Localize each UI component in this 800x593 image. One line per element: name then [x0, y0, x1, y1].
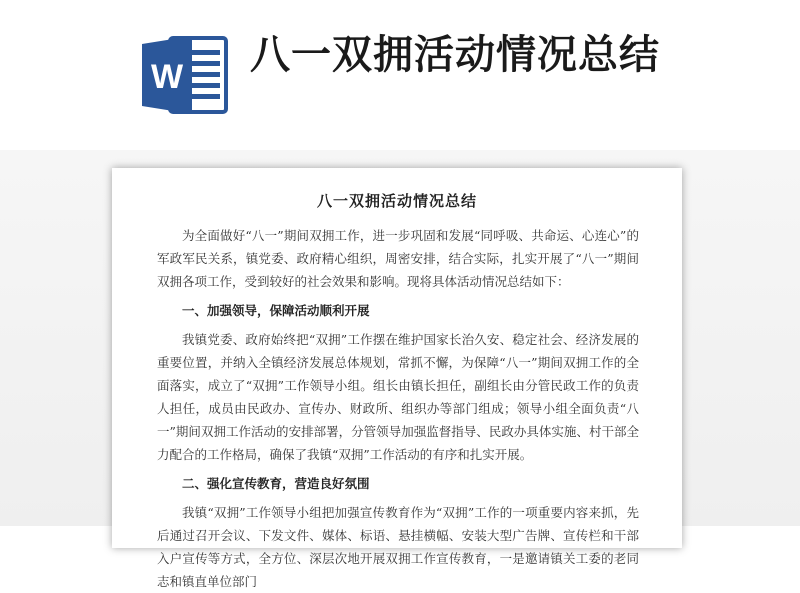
svg-text:W: W: [150, 58, 184, 96]
document-page: [112, 168, 682, 589]
section-heading: 一、加强领导，保障活动顺利开展: [182, 303, 370, 318]
page-title: 八一双拥活动情况总结: [250, 32, 660, 78]
section-heading: 二、强化宣传教育，营造良好氛围: [182, 476, 370, 491]
paragraph: 我镇“双拥”工作领导小组把加强宣传教育作为“双拥”工作的一项重要内容来抓，先后通过召开会议、下发文件、媒体、标语、悬挂横幅、安装大型广告牌、宣传栏和干部入户宣传等方式，全方位、深层次地开展双拥工作宣传教育，一是邀请镇关工委的老同志和镇直单位部门: [157, 505, 639, 589]
document-title: 八一双拥活动情况总结: [316, 192, 477, 210]
header: [0, 0, 800, 150]
paragraph-intro: 为全面做好“八一”期间双拥工作，进一步巩固和发展“同呼吸、共命运、心连心”的军政军民关系，镇党委、政府精心组织，周密安排，结合实际，扎实开展了“八一”期间双拥各项工作，受到较好的社会效果和影响。现将具体活动情况总结如下：: [157, 228, 639, 289]
word-document-icon: [140, 34, 230, 116]
paragraph: 我镇党委、政府始终把“双拥”工作摆在维护国家长治久安、稳定社会、经济发展的重要位置，并纳入全镇经济发展总体规划，常抓不懈，为保障“八一”期间双拥工作的全面落实，成立了“双拥”工作领导小组。组长由镇长担任，副组长由分管民政工作的负责人担任，成员由民政办、宣传办、财政所、组织办等部门组成；领导小组全面负责“八一”期间双拥工作活动的安排部署，分管领导加强监督指导、民政办具体实施、村干部全力配合的工作格局，确保了我镇“双拥”工作活动的有序和扎实开展。: [157, 332, 639, 462]
document-body: [157, 224, 639, 593]
